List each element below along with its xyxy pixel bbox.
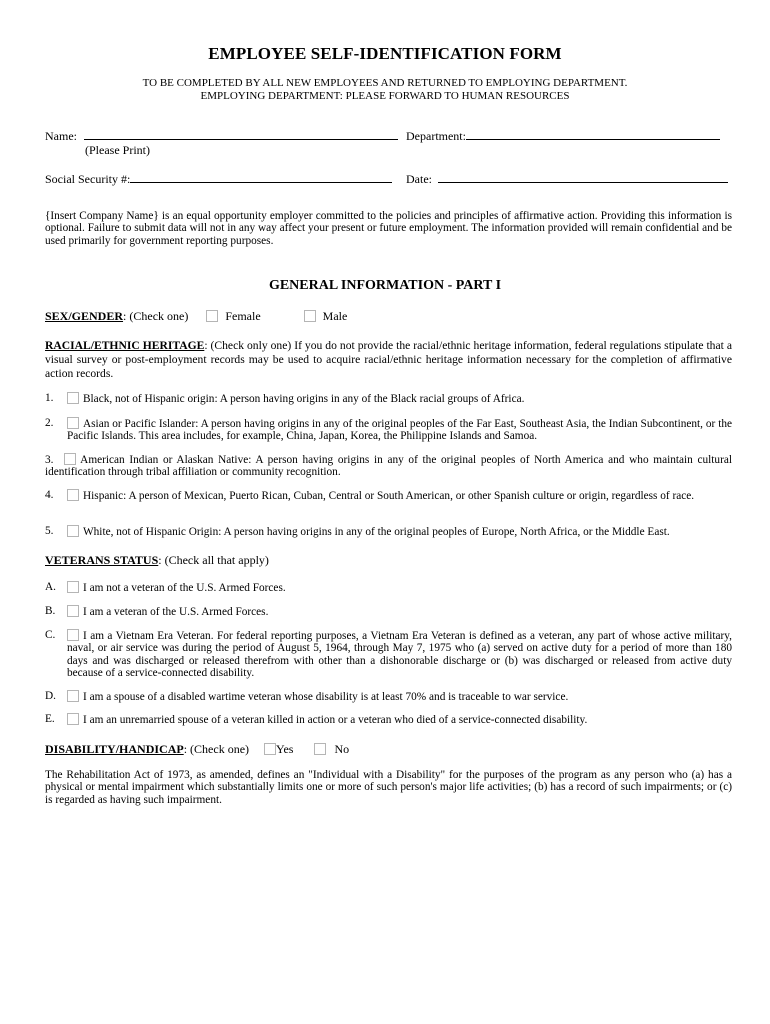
veteran-item-letter: C. [45,629,56,641]
race-white-checkbox[interactable] [67,525,79,537]
veteran-c-checkbox[interactable] [67,629,79,641]
race-item-number: 3. [45,454,54,466]
female-checkbox[interactable] [206,310,218,322]
race-item-number: 4. [45,489,54,501]
form-title: EMPLOYEE SELF-IDENTIFICATION FORM [208,44,562,63]
race-native-checkbox[interactable] [64,453,76,465]
race-hispanic-checkbox[interactable] [67,489,79,501]
subtitle-forwarding: EMPLOYING DEPARTMENT: PLEASE FORWARD TO HUMAN RESOURCES [200,90,570,102]
date-field-row [406,171,728,187]
disability-no-checkbox[interactable] [314,743,326,755]
race-item-text: Hispanic: A person of Mexican, Puerto Rican, Cuban, Central or South American, or other Spanish culture or origin, regardless of race. [83,490,695,502]
race-item-text: White, not of Hispanic Origin: A person having origins in any of the original peoples of Europe, North Africa, or the Middle East. [83,526,670,538]
veteran-item [45,629,732,681]
subtitle-instructions: TO BE COMPLETED BY ALL NEW EMPLOYEES AND RETURNED TO EMPLOYING DEPARTMENT. [142,77,628,89]
gender-heading: SEX/GENDER [45,309,124,323]
name-input-line[interactable] [84,128,398,140]
veteran-item-letter: E. [45,713,55,725]
veteran-item-letter: A. [45,581,56,593]
race-item-text: Black, not of Hispanic origin: A person having origins in any of the Black racial groups of Africa. [83,393,525,405]
female-label: Female [225,309,261,323]
veteran-item-letter: D. [45,690,56,702]
race-item-number: 1. [45,392,54,404]
disability-no-label: No [334,742,350,756]
veteran-item-text: I am a spouse of a disabled wartime veteran whose disability is at least 70% and is traceable to war service. [83,691,569,703]
race-item-text: Asian or Pacific Islander: A person having origins in any of the original peoples of the Far East, Southeast Asia, the Indian Subcontinent, or the Pacific Islands. This area includes, for example, China, Japan, Korea, the Philippine Islands and Samoa. [67,418,732,443]
veterans-row [45,553,269,568]
race-item [45,392,732,406]
ssn-label: Social Security #: [45,172,131,186]
disability-heading: DISABILITY/HANDICAP [45,742,184,756]
disability-instruction: : (Check one) [183,742,250,756]
race-item-number: 5. [45,525,54,537]
race-item [45,417,732,443]
veteran-item [45,713,732,727]
veteran-item-text: I am a Vietnam Era Veteran. For federal reporting purposes, a Vietnam Era Veteran is defined as a veteran, any part of whose active military, naval, or air service was during the period of August 5, 1964, through May 7, 1975 who (a) served on active duty for a period of more than 180 days and was discharged or released therefrom with other than a dishonorable discharge or (b) was discharged or released from active duty because of a service-connected disability. [67,630,732,680]
veterans-instruction: : (Check all that apply) [158,553,269,567]
intro-paragraph: {Insert Company Name} is an equal opportunity employer committed to the policies and principles of affirmative action. Providing this information is optional. Failure to submit data will not in any way affect your present or future employment. The information provided will remain confidential and be used primarily for government reporting purposes. [45,210,732,247]
veteran-a-checkbox[interactable] [67,581,79,593]
please-print-note: (Please Print) [85,143,150,157]
department-input-line[interactable] [466,128,720,140]
race-black-checkbox[interactable] [67,392,79,404]
ssn-input-line[interactable] [130,171,392,183]
race-heading: RACIAL/ETHNIC HERITAGE [45,339,205,352]
race-item [45,489,732,515]
race-item-text: American Indian or Alaskan Native: A person having origins in any of the original peoples of North America and who maintain cultural identification through tribal affiliation or community recognition. [45,454,732,479]
gender-row [45,309,347,324]
veterans-heading: VETERANS STATUS [45,553,159,567]
name-label: Name: [45,129,77,143]
department-field-row [406,128,720,144]
section-title: GENERAL INFORMATION - PART I [268,278,502,293]
veteran-item [45,581,732,595]
date-input-line[interactable] [438,171,728,183]
ssn-field-row [45,171,392,187]
veteran-item [45,605,732,619]
race-item [45,453,732,479]
veteran-item-text: I am not a veteran of the U.S. Armed Forces. [83,582,286,594]
gender-instruction: : (Check one) [123,309,189,323]
veteran-d-checkbox[interactable] [67,690,79,702]
veteran-b-checkbox[interactable] [67,605,79,617]
race-item [45,525,732,539]
veteran-item-letter: B. [45,605,56,617]
name-field-row [45,128,398,144]
department-label: Department: [406,129,466,143]
veteran-item [45,690,732,704]
race-instruction: : (Check only one) If you do not provide the racial/ethnic heritage information, federal regulations stipulate that a visual survey or post-employment records may be used to acquire racial/ethnic heritage information necessary for the completion of affirmative action records. [45,339,732,380]
male-label: Male [322,309,348,323]
disability-yes-label: Yes [276,742,294,756]
race-asian-checkbox[interactable] [67,417,79,429]
date-label: Date: [406,172,432,186]
disability-row [45,742,349,757]
race-item-number: 2. [45,417,54,429]
male-checkbox[interactable] [304,310,316,322]
disability-definition: The Rehabilitation Act of 1973, as amended, defines an "Individual with a Disability" for the purposes of the program as any person who (a) has a physical or mental impairment which substantially limits one or more of such person's major life activities; (b) has a record of such impairments; or (c) is regarded as having such impairment. [45,769,732,806]
veteran-item-text: I am a veteran of the U.S. Armed Forces. [83,606,269,618]
veteran-item-text: I am an unremarried spouse of a veteran killed in action or a veteran who died of a service-connected disability. [83,714,588,726]
race-paragraph [45,339,732,381]
disability-yes-checkbox[interactable] [264,743,276,755]
veteran-e-checkbox[interactable] [67,713,79,725]
